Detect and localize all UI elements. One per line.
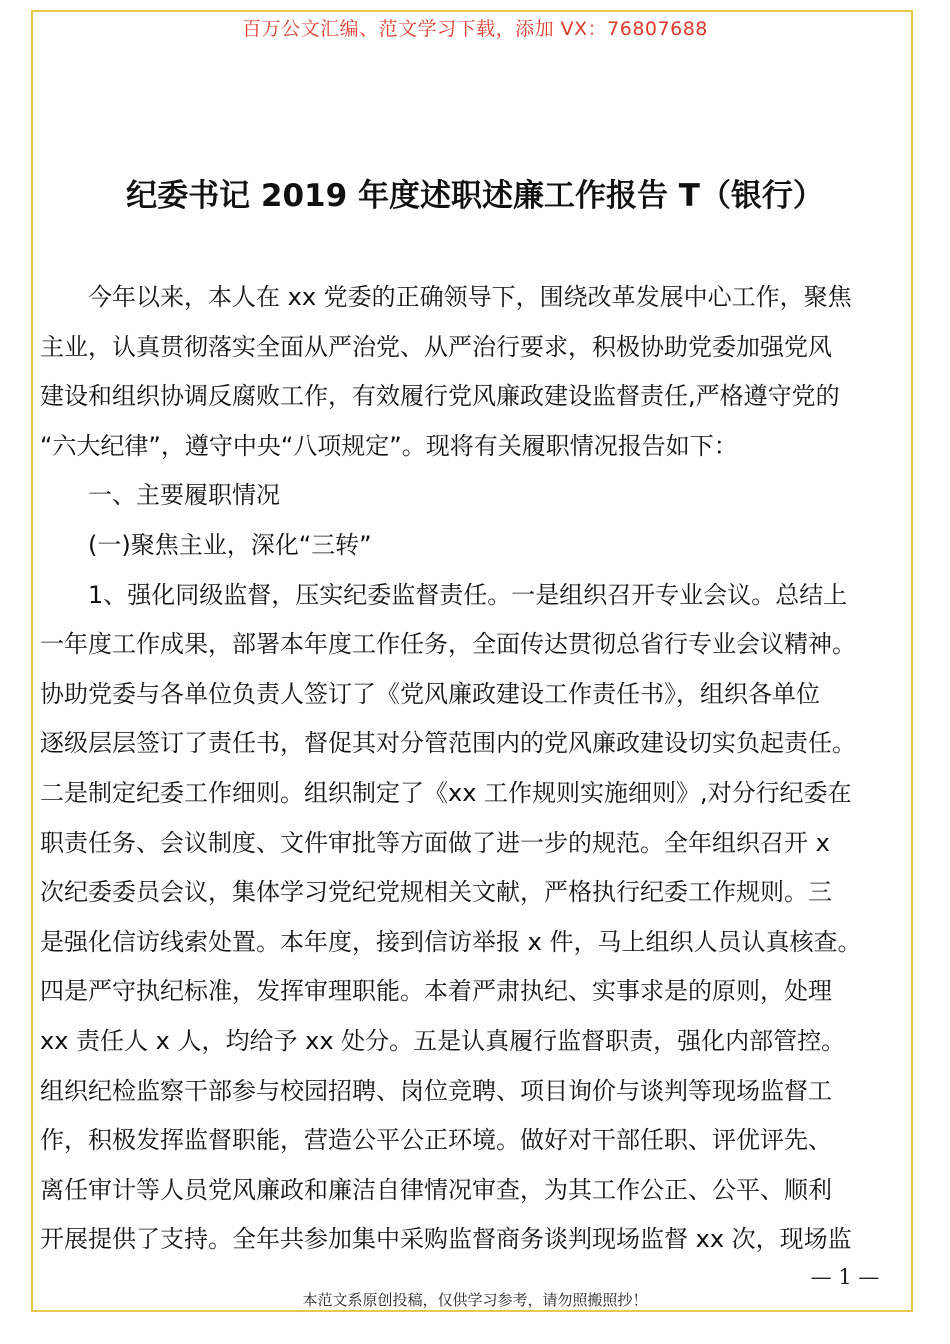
header-watermark-note: 百万公文汇编、范文学习下载，添加 VX：76807688 xyxy=(242,18,708,40)
body-line: 开展提供了支持。全年共参加集中采购监督商务谈判现场监督 xx 次，现场监 xyxy=(40,1225,852,1254)
body-line: 是强化信访线索处置。本年度，接到信访举报 x 件，马上组织人员认真核查。 xyxy=(40,927,862,956)
page-number: — 1 — xyxy=(810,1265,880,1289)
document-title: 纪委书记 2019 年度述职述廉工作报告 T（银行） xyxy=(126,178,824,214)
body-line: 作，积极发挥监督职能，营造公平公正环境。做好对干部任职、评优评先、 xyxy=(40,1126,832,1155)
body-line: 逐级层层签订了责任书，督促其对分管范围内的党风廉政建设切实负起责任。 xyxy=(40,729,856,758)
body-line: 四是严守执纪标准，发挥审理职能。本着严肃执纪、实事求是的原则，处理 xyxy=(40,977,832,1006)
body-line: 离任审计等人员党风廉政和廉洁自律情况审查，为其工作公正、公平、顺利 xyxy=(40,1175,832,1204)
body-line: 1、强化同级监督，压实纪委监督责任。一是组织召开专业会议。总结上 xyxy=(88,580,848,609)
body-line: 二是制定纪委工作细则。组织制定了《xx 工作规则实施细则》,对分行纪委在 xyxy=(40,778,852,807)
body-line: 协助党委与各单位负责人签订了《党风廉政建设工作责任书》，组织各单位 xyxy=(40,679,820,708)
section-heading: 一、主要履职情况 xyxy=(88,481,280,510)
body-line: 今年以来，本人在 xx 党委的正确领导下，围绕改革发展中心工作，聚焦 xyxy=(88,283,852,311)
subsection-heading: (一)聚焦主业，深化“三转” xyxy=(88,530,372,559)
body-line: 一年度工作成果，部署本年度工作任务，全面传达贯彻总省行专业会议精神。 xyxy=(40,630,856,659)
body-line: 组织纪检监察干部参与校园招聘、岗位竞聘、项目询价与谈判等现场监督工 xyxy=(40,1076,832,1105)
body-line: xx 责任人 x 人，均给予 xx 处分。五是认真履行监督职责，强化内部管控。 xyxy=(40,1026,846,1055)
body-line: 职责任务、会议制度、文件审批等方面做了进一步的规范。全年组织召开 x xyxy=(40,828,830,857)
document-body xyxy=(40,273,902,1265)
body-line: 建设和组织协调反腐败工作，有效履行党风廉政建设监督责任,严格遵守党的 xyxy=(40,382,840,411)
body-line: 主业，认真贯彻落实全面从严治党、从严治行要求，积极协助党委加强党风 xyxy=(40,332,832,361)
body-line: 次纪委委员会议，集体学习党纪党规相关文献，严格执行纪委工作规则。三 xyxy=(40,878,832,907)
footer-disclaimer: 本范文系原创投稿，仅供学习参考，请勿照搬照抄！ xyxy=(302,1291,648,1309)
body-line: “六大纪律”，遵守中央“八项规定”。现将有关履职情况报告如下： xyxy=(40,431,738,460)
